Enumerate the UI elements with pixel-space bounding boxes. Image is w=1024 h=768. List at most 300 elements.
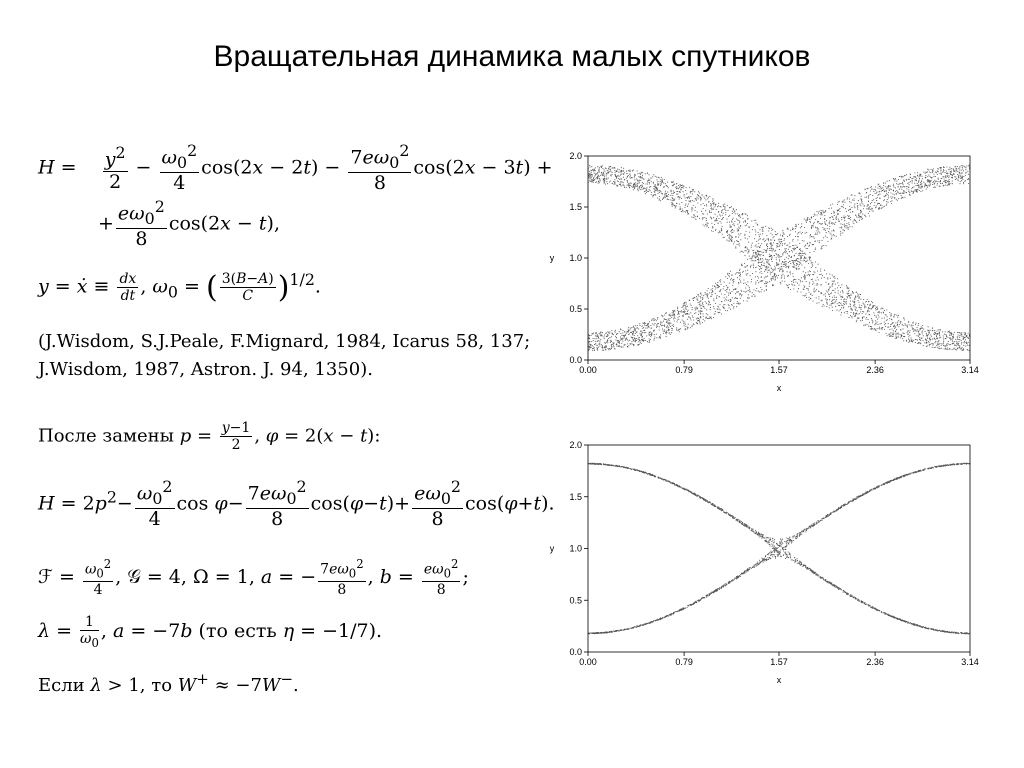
- scatter-point: [864, 316, 865, 317]
- scatter-point: [620, 178, 621, 179]
- scatter-point: [622, 341, 623, 342]
- scatter-point: [811, 225, 812, 226]
- scatter-point: [700, 316, 701, 317]
- scatter-point: [793, 288, 794, 289]
- scatter-point: [619, 179, 620, 180]
- scatter-point: [631, 186, 632, 187]
- scatter-point: [595, 178, 596, 179]
- scatter-point: [641, 185, 642, 186]
- scatter-point: [881, 318, 882, 319]
- scatter-point: [771, 245, 772, 246]
- scatter-point: [733, 223, 734, 224]
- scatter-point: [853, 314, 854, 315]
- scatter-point: [906, 192, 907, 193]
- scatter-point: [961, 332, 962, 333]
- scatter-point: [638, 341, 639, 342]
- scatter-point: [782, 243, 783, 244]
- scatter-point: [738, 273, 739, 274]
- scatter-point: [631, 332, 632, 333]
- scatter-point: [696, 307, 697, 308]
- scatter-point: [610, 342, 611, 343]
- scatter-point: [634, 187, 635, 188]
- scatter-point: [614, 181, 615, 182]
- scatter-point: [657, 197, 658, 198]
- scatter-point: [875, 193, 876, 194]
- scatter-point: [965, 332, 966, 333]
- scatter-point: [901, 197, 902, 198]
- scatter-point: [710, 309, 711, 310]
- scatter-point: [738, 233, 739, 234]
- scatter-point: [921, 181, 922, 182]
- scatter-point: [603, 178, 604, 179]
- scatter-point: [844, 298, 845, 299]
- scatter-point: [609, 333, 610, 334]
- scatter-point: [596, 332, 597, 333]
- scatter-point: [864, 215, 865, 216]
- scatter-point: [667, 322, 668, 323]
- scatter-point: [897, 324, 898, 325]
- scatter-point: [795, 253, 796, 254]
- scatter-point: [820, 218, 821, 219]
- scatter-point: [613, 345, 614, 346]
- scatter-point: [932, 182, 933, 183]
- scatter-point: [804, 278, 805, 279]
- scatter-point: [831, 292, 832, 293]
- scatter-point: [609, 337, 610, 338]
- scatter-point: [812, 274, 813, 275]
- scatter-point: [871, 202, 872, 203]
- scatter-point: [795, 279, 796, 280]
- scatter-point: [901, 183, 902, 184]
- scatter-point: [781, 275, 782, 276]
- scatter-point: [749, 227, 750, 228]
- scatter-point: [965, 342, 966, 343]
- scatter-point: [918, 184, 919, 185]
- scatter-point: [660, 321, 661, 322]
- scatter-point: [722, 215, 723, 216]
- scatter-point: [659, 196, 660, 197]
- scatter-point: [904, 197, 905, 198]
- scatter-point: [685, 200, 686, 201]
- scatter-point: [726, 240, 727, 241]
- scatter-point: [629, 174, 630, 175]
- scatter-point: [845, 208, 846, 209]
- scatter-point: [599, 179, 600, 180]
- scatter-point: [758, 260, 759, 261]
- scatter-point: [648, 334, 649, 335]
- scatter-point: [791, 281, 792, 282]
- scatter-point: [608, 177, 609, 178]
- scatter-point: [946, 180, 947, 181]
- scatter-point: [776, 243, 777, 244]
- scatter-point: [871, 301, 872, 302]
- scatter-point: [935, 342, 936, 343]
- scatter-point: [871, 329, 872, 330]
- scatter-point: [739, 269, 740, 270]
- scatter-point: [656, 337, 657, 338]
- scatter-point: [949, 179, 950, 180]
- scatter-point: [948, 181, 949, 182]
- scatter-point: [709, 302, 710, 303]
- scatter-point: [895, 338, 896, 339]
- scatter-point: [589, 177, 590, 178]
- scatter-point: [615, 174, 616, 175]
- scatter-point: [664, 179, 665, 180]
- scatter-point: [885, 323, 886, 324]
- scatter-point: [908, 187, 909, 188]
- scatter-point: [849, 206, 850, 207]
- scatter-point: [822, 211, 823, 212]
- scatter-point: [638, 339, 639, 340]
- scatter-point: [685, 212, 686, 213]
- scatter-point: [595, 170, 596, 171]
- scatter-point: [827, 228, 828, 229]
- scatter-point: [692, 309, 693, 310]
- scatter-point: [675, 207, 676, 208]
- scatter-point: [927, 185, 928, 186]
- scatter-point: [747, 215, 748, 216]
- scatter-point: [598, 336, 599, 337]
- scatter-point: [652, 323, 653, 324]
- scatter-point: [799, 232, 800, 233]
- scatter-point: [703, 295, 704, 296]
- scatter-point: [945, 176, 946, 177]
- scatter-point: [757, 280, 758, 281]
- scatter-point: [748, 298, 749, 299]
- scatter-point: [607, 348, 608, 349]
- scatter-point: [748, 242, 749, 243]
- scatter-point: [839, 211, 840, 212]
- scatter-point: [733, 212, 734, 213]
- scatter-point: [700, 197, 701, 198]
- scatter-point: [950, 335, 951, 336]
- scatter-point: [952, 341, 953, 342]
- scatter-point: [824, 219, 825, 220]
- scatter-point: [617, 342, 618, 343]
- scatter-point: [615, 331, 616, 332]
- scatter-point: [735, 213, 736, 214]
- scatter-point: [704, 205, 705, 206]
- scatter-point: [843, 301, 844, 302]
- scatter-point: [804, 276, 805, 277]
- scatter-point: [781, 263, 782, 264]
- scatter-point: [958, 168, 959, 169]
- scatter-point: [943, 335, 944, 336]
- scatter-point: [905, 325, 906, 326]
- scatter-point: [910, 181, 911, 182]
- scatter-point: [768, 553, 769, 554]
- scatter-point: [628, 329, 629, 330]
- scatter-point: [619, 169, 620, 170]
- scatter-point: [899, 176, 900, 177]
- scatter-point: [741, 290, 742, 291]
- scatter-point: [908, 182, 909, 183]
- scatter-point: [726, 296, 727, 297]
- scatter-point: [922, 340, 923, 341]
- scatter-point: [739, 245, 740, 246]
- scatter-point: [922, 178, 923, 179]
- scatter-point: [713, 217, 714, 218]
- scatter-point: [659, 177, 660, 178]
- scatter-point: [800, 227, 801, 228]
- scatter-point: [921, 176, 922, 177]
- scatter-point: [706, 205, 707, 206]
- scatter-point: [858, 298, 859, 299]
- scatter-point: [769, 254, 770, 255]
- scatter-point: [731, 239, 732, 240]
- scatter-point: [844, 220, 845, 221]
- scatter-point: [965, 334, 966, 335]
- scatter-point: [849, 317, 850, 318]
- scatter-point: [687, 314, 688, 315]
- scatter-point: [943, 185, 944, 186]
- scatter-point: [910, 325, 911, 326]
- scatter-point: [728, 300, 729, 301]
- scatter-point: [803, 295, 804, 296]
- scatter-point: [809, 286, 810, 287]
- scatter-point: [710, 304, 711, 305]
- scatter-point: [711, 318, 712, 319]
- scatter-point: [657, 317, 658, 318]
- scatter-point: [888, 334, 889, 335]
- scatter-point: [826, 245, 827, 246]
- scatter-point: [887, 327, 888, 328]
- scatter-point: [674, 318, 675, 319]
- scatter-point: [605, 349, 606, 350]
- scatter-point: [738, 220, 739, 221]
- scatter-point: [786, 251, 787, 252]
- scatter-point: [805, 275, 806, 276]
- scatter-point: [897, 322, 898, 323]
- scatter-point: [846, 227, 847, 228]
- scatter-point: [650, 339, 651, 340]
- scatter-point: [705, 210, 706, 211]
- scatter-point: [600, 331, 601, 332]
- scatter-point: [835, 292, 836, 293]
- scatter-point: [598, 347, 599, 348]
- scatter-point: [734, 225, 735, 226]
- scatter-point: [642, 328, 643, 329]
- scatter-point: [911, 191, 912, 192]
- scatter-point: [940, 183, 941, 184]
- scatter-point: [755, 220, 756, 221]
- scatter-point: [669, 320, 670, 321]
- scatter-point: [623, 177, 624, 178]
- scatter-point: [713, 203, 714, 204]
- scatter-point: [725, 214, 726, 215]
- scatter-point: [635, 182, 636, 183]
- scatter-point: [645, 328, 646, 329]
- scatter-point: [943, 343, 944, 344]
- scatter-point: [756, 252, 757, 253]
- scatter-point: [626, 338, 627, 339]
- scatter-point: [689, 314, 690, 315]
- scatter-point: [777, 277, 778, 278]
- scatter-point: [879, 194, 880, 195]
- scatter-point: [813, 216, 814, 217]
- scatter-point: [761, 289, 762, 290]
- scatter-point: [751, 245, 752, 246]
- scatter-point: [950, 173, 951, 174]
- scatter-point: [775, 234, 776, 235]
- scatter-point: [892, 336, 893, 337]
- scatter-point: [866, 192, 867, 193]
- scatter-point: [736, 306, 737, 307]
- scatter-point: [939, 186, 940, 187]
- scatter-point: [706, 218, 707, 219]
- scatter-point: [875, 308, 876, 309]
- scatter-point: [838, 202, 839, 203]
- scatter-point: [847, 296, 848, 297]
- scatter-point: [732, 219, 733, 220]
- scatter-point: [763, 255, 764, 256]
- scatter-point: [713, 209, 714, 210]
- scatter-point: [932, 172, 933, 173]
- scatter-point: [946, 170, 947, 171]
- scatter-point: [937, 183, 938, 184]
- scatter-point: [634, 338, 635, 339]
- scatter-point: [766, 276, 767, 277]
- scatter-point: [891, 328, 892, 329]
- scatter-point: [720, 289, 721, 290]
- scatter-point: [689, 187, 690, 188]
- scatter-point: [673, 315, 674, 316]
- scatter-point: [732, 224, 733, 225]
- scatter-point: [822, 227, 823, 228]
- scatter-point: [868, 196, 869, 197]
- scatter-point: [700, 200, 701, 201]
- scatter-point: [898, 184, 899, 185]
- scatter-point: [606, 336, 607, 337]
- scatter-point: [700, 292, 701, 293]
- scatter-point: [813, 251, 814, 252]
- scatter-point: [733, 306, 734, 307]
- scatter-point: [720, 284, 721, 285]
- scatter-point: [707, 213, 708, 214]
- scatter-point: [792, 245, 793, 246]
- scatter-point: [773, 236, 774, 237]
- scatter-point: [804, 274, 805, 275]
- scatter-point: [921, 338, 922, 339]
- scatter-point: [809, 299, 810, 300]
- scatter-point: [830, 217, 831, 218]
- scatter-point: [642, 325, 643, 326]
- scatter-point: [771, 257, 772, 258]
- scatter-point: [616, 170, 617, 171]
- scatter-point: [686, 309, 687, 310]
- scatter-point: [968, 333, 969, 334]
- scatter-point: [690, 192, 691, 193]
- scatter-point: [876, 192, 877, 193]
- scatter-point: [864, 305, 865, 306]
- scatter-point: [741, 264, 742, 265]
- scatter-point: [945, 182, 946, 183]
- scatter-point: [768, 238, 769, 239]
- scatter-point: [762, 230, 763, 231]
- scatter-point: [775, 280, 776, 281]
- scatter-point: [610, 169, 611, 170]
- scatter-point: [624, 179, 625, 180]
- scatter-point: [606, 181, 607, 182]
- scatter-point: [649, 189, 650, 190]
- scatter-point: [593, 348, 594, 349]
- scatter-point: [944, 178, 945, 179]
- scatter-point: [738, 303, 739, 304]
- scatter-point: [798, 269, 799, 270]
- scatter-point: [886, 193, 887, 194]
- scatter-point: [689, 300, 690, 301]
- scatter-point: [935, 172, 936, 173]
- scatter-point: [896, 183, 897, 184]
- scatter-point: [737, 224, 738, 225]
- scatter-point: [755, 246, 756, 247]
- scatter-point: [633, 326, 634, 327]
- scatter-point: [755, 229, 756, 230]
- scatter-point: [811, 267, 812, 268]
- scatter-point: [632, 331, 633, 332]
- scatter-point: [926, 189, 927, 190]
- scatter-point: [818, 279, 819, 280]
- scatter-point: [756, 254, 757, 255]
- scatter-point: [884, 196, 885, 197]
- scatter-point: [878, 194, 879, 195]
- scatter-point: [771, 272, 772, 273]
- scatter-point: [713, 300, 714, 301]
- scatter-point: [793, 280, 794, 281]
- scatter-point: [787, 276, 788, 277]
- scatter-point: [900, 337, 901, 338]
- scatter-point: [820, 214, 821, 215]
- scatter-point: [604, 182, 605, 183]
- scatter-point: [684, 302, 685, 303]
- scatter-point: [955, 166, 956, 167]
- scatter-point: [698, 195, 699, 196]
- scatter-point: [690, 312, 691, 313]
- scatter-point: [666, 321, 667, 322]
- scatter-point: [831, 303, 832, 304]
- scatter-point: [894, 180, 895, 181]
- scatter-point: [640, 185, 641, 186]
- scatter-point: [688, 201, 689, 202]
- scatter-point: [919, 190, 920, 191]
- scatter-point: [940, 169, 941, 170]
- scatter-point: [762, 259, 763, 260]
- scatter-point: [592, 333, 593, 334]
- scatter-point: [930, 172, 931, 173]
- scatter-point: [632, 187, 633, 188]
- scatter-point: [798, 255, 799, 256]
- scatter-point: [919, 339, 920, 340]
- scatter-point: [874, 324, 875, 325]
- scatter-point: [859, 294, 860, 295]
- scatter-point: [689, 201, 690, 202]
- scatter-point: [701, 311, 702, 312]
- scatter-point: [954, 341, 955, 342]
- scatter-point: [773, 270, 774, 271]
- scatter-point: [694, 215, 695, 216]
- scatter-point: [800, 253, 801, 254]
- scatter-point: [842, 305, 843, 306]
- scatter-point: [923, 335, 924, 336]
- scatter-point: [709, 316, 710, 317]
- scatter-point: [604, 183, 605, 184]
- scatter-point: [849, 303, 850, 304]
- scatter-point: [742, 272, 743, 273]
- scatter-point: [599, 169, 600, 170]
- scatter-point: [654, 334, 655, 335]
- scatter-point: [851, 202, 852, 203]
- scatter-point: [844, 304, 845, 305]
